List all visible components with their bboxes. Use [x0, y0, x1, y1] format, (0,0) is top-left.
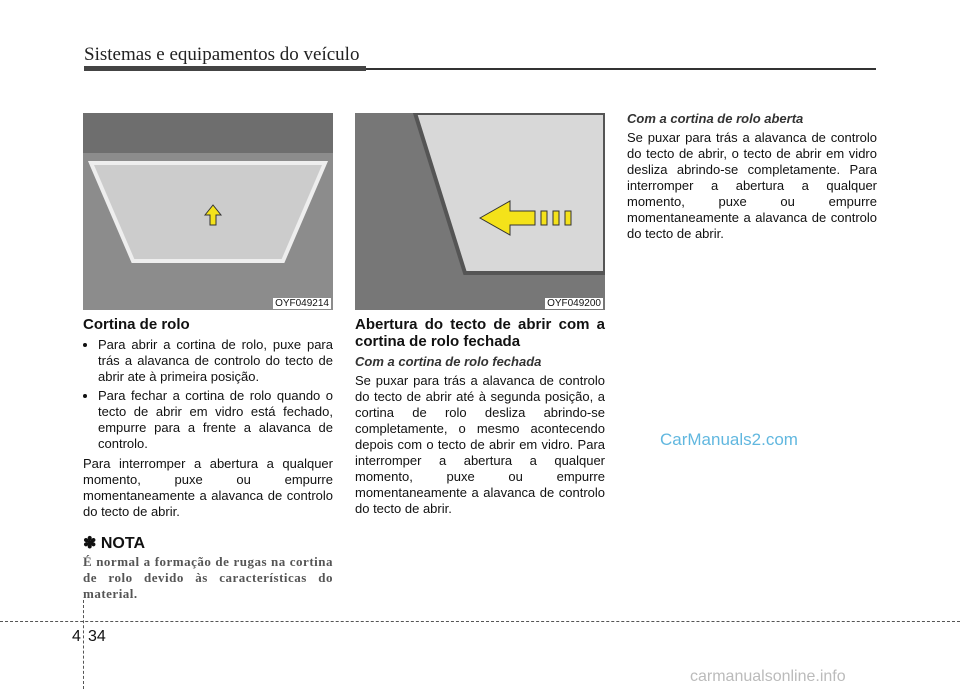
sunroof-image: [355, 113, 605, 310]
header-title: Sistemas e equipamentos do veículo: [84, 44, 360, 65]
watermark: carmanualsonline.info: [690, 668, 846, 685]
footer-vertical-rule: [83, 600, 84, 689]
header-rule-accent: [84, 66, 366, 71]
note-text: É normal a formação de rugas na cortina de rolo devido às características do material.: [83, 554, 333, 601]
middle-column: [355, 316, 605, 517]
page-number: 34: [88, 628, 106, 645]
sunshade-image: [83, 113, 333, 310]
right-column: [627, 111, 877, 242]
sunroof-illustration: [355, 113, 605, 310]
paragraph: Se puxar para trás a alavanca de controlo do tecto de abrir, o tecto de abrir em vidro desliza abrindo-se completamente. Para interromper a abertura a qualquer momento, puxe ou empurre momentaneamente a alavanca de controlo do tecto de abrir.: [627, 130, 877, 241]
section-heading: Cortina de rolo: [83, 316, 190, 333]
paragraph: Se puxar para trás a alavanca de controlo do tecto de abrir até à segunda posição, a cortina de rolo desliza abrindo-se completamente, o mesmo acontecendo depois com o tecto de abrir em vidro. Para interromper a abertura a qualquer momento, puxe ou empurre momentaneamente a alavanca de controlo do tecto de abrir.: [355, 373, 605, 516]
paragraph: Para interromper a abertura a qualquer momento, puxe ou empurre momentaneamente a alavanca de controlo do tecto de abrir.: [83, 456, 333, 519]
subheading: Com a cortina de rolo aberta: [627, 111, 804, 126]
bullet-item: • Para fechar a cortina de rolo quando o tecto de abrir em vidro está fechado, empurre para a frente a alavanca de controlo.: [98, 388, 333, 452]
left-column: [83, 316, 333, 602]
image-caption: OYF049214: [275, 298, 329, 309]
watermark: CarManuals2.com: [660, 430, 798, 449]
section-number: 4: [72, 628, 81, 645]
footer-rule: [0, 621, 960, 622]
subheading: Com a cortina de rolo fechada: [355, 354, 542, 369]
image-caption: OYF049200: [547, 298, 601, 309]
bullet-item: • Para abrir a cortina de rolo, puxe para trás a alavanca de controlo do tecto de abrir ate à primeira posição.: [98, 337, 333, 385]
note-title: ✽ NOTA: [83, 535, 145, 552]
section-heading: Abertura do tecto de abrir com a cortina de rolo fechada: [355, 316, 605, 350]
sunshade-illustration: [83, 113, 333, 310]
